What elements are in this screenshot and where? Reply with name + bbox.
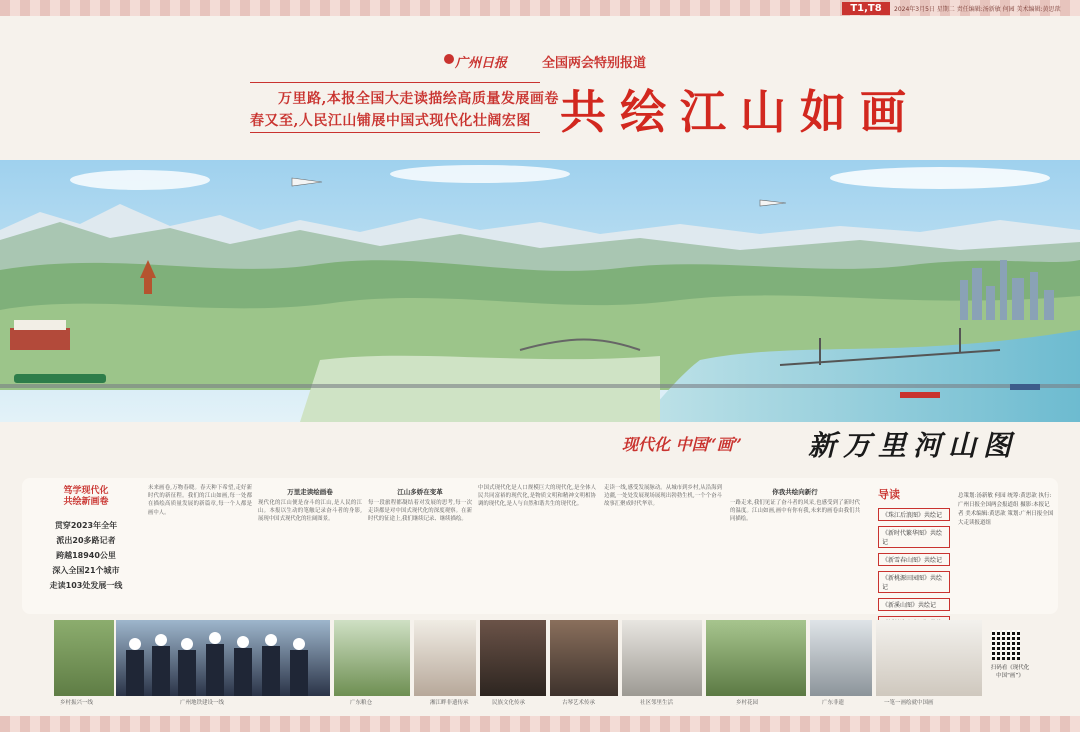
- stat-line: 派出20多路记者: [56, 536, 116, 545]
- photo-9: [810, 620, 872, 696]
- stat-line: 贯穿2023年全年: [54, 521, 118, 530]
- photo-5: [480, 620, 546, 696]
- panorama-painting: [0, 160, 1080, 422]
- photo-2: [116, 620, 330, 696]
- kicker: 全国两会特别报道: [542, 56, 647, 71]
- article-paragraph: 每一段旅程都凝结着对发展的思考,每一次走读都是对中国式现代化的深度观察。在新时代的征途上,我们继续记录、继续描绘。: [368, 500, 472, 523]
- painting-slogan: 现代化 中国“画”: [622, 435, 742, 454]
- subtitle-line-1: 万里路,本报全国大走读描绘高质量发展画卷: [278, 91, 559, 107]
- stat-line: 跨越18940公里: [56, 551, 116, 560]
- photo-caption: 民族文化传承: [492, 700, 526, 706]
- bottom-border-band: [0, 716, 1080, 732]
- photo-caption: 古琴艺术传承: [562, 700, 596, 706]
- photo-7: [622, 620, 702, 696]
- credits: 总策划:汤新敏 何园 统筹:黄思歆 执行:广州日报全国两会报道组 摄影:本报记者 美术编辑:黄思歆 策划:广州日报全国大走读报道组: [958, 493, 1054, 526]
- photo-10: [876, 620, 982, 696]
- article-column-5: [604, 484, 722, 610]
- section-heading: 你我共绘向新行: [772, 488, 818, 496]
- photo-caption: 广东粮仓: [350, 700, 373, 706]
- article-column-6: [730, 484, 860, 610]
- guide-item[interactable]: 《新溪山图》共绘记: [878, 598, 950, 611]
- article-column-3: [368, 484, 472, 610]
- photo-4: [414, 620, 476, 696]
- guide-item[interactable]: 《新桃源田园图》共绘记: [878, 571, 950, 593]
- article-column-2: [258, 484, 362, 610]
- guide-item[interactable]: 《珠江后浪图》共绘记: [878, 508, 950, 521]
- sidebox-heading-1: 笃学现代化: [63, 486, 109, 496]
- photo-caption: 乡村振兴一线: [60, 700, 94, 706]
- headline: 共绘江山如画: [560, 85, 920, 139]
- newspaper-logo: 广州日报: [455, 56, 508, 71]
- qr-caption: 扫码看《现代化 中国“画”》: [990, 665, 1030, 679]
- guide-title: 导读: [878, 488, 900, 501]
- divider: [250, 132, 540, 133]
- article-paragraph: 未来画卷,万物春晓。春天种下希望,走好新时代的新征程。我们的江山如画,每一处都在描绘高质量发展的新篇章,每一个人都是画中人。: [148, 485, 252, 516]
- article-paragraph: 中国式现代化是人口规模巨大的现代化,是全体人民共同富裕的现代化,是物质文明和精神文明相协调的现代化,是人与自然和谐共生的现代化。: [478, 485, 596, 508]
- photo-8: [706, 620, 806, 696]
- photo-6: [550, 620, 618, 696]
- article-paragraph: 走读一线,感受发展脉动。从城市到乡村,从沿海到边疆,一处处发展现场展现出勃勃生机,一个个奋斗故事汇聚成时代华章。: [604, 485, 722, 508]
- article-paragraph: 现代化的江山便是奋斗的江山,是人民的江山。本报以生动的笔触记录奋斗者的身影,展现中国式现代化的壮阔图景。: [258, 500, 362, 523]
- divider: [250, 82, 540, 83]
- article-paragraph: 一路走来,我们见证了奋斗者的风采,也感受到了新时代的温度。江山如画,画中有你有我,未来的画卷由我们共同描绘。: [730, 500, 860, 523]
- photo-caption: 广州地铁建设一线: [180, 700, 225, 706]
- stat-line: 深入全国21个城市: [52, 566, 120, 575]
- stats-sidebox: [30, 486, 142, 593]
- section-heading: 万里走读绘画卷: [287, 488, 333, 496]
- dateline: 2024年3月5日 星期二 责任编辑:汤新敏 何园 美术编辑:黄思歆: [894, 6, 1061, 13]
- guide-item[interactable]: 《新雪春山图》共绘记: [878, 553, 950, 566]
- section-heading: 江山多娇在变革: [397, 488, 443, 496]
- stat-line: 走读103处发展一线: [49, 581, 123, 590]
- guide-item[interactable]: 《新时代繁华图》共绘记: [878, 526, 950, 548]
- photo-caption: 广东非遗: [822, 700, 845, 706]
- newspaper-logo-icon: [444, 54, 454, 64]
- subtitle-line-2: 春又至,人民江山铺展中国式现代化壮阔宏图: [250, 113, 531, 129]
- article-column-1: [148, 484, 252, 610]
- article-column-4: [478, 484, 596, 610]
- qr-code-icon[interactable]: [992, 630, 1022, 660]
- photo-1: [54, 620, 114, 696]
- landscape-illustration: [0, 160, 1080, 422]
- photo-3: [334, 620, 410, 696]
- page-tag: T1,T8: [842, 2, 890, 15]
- photo-caption: 乡村花园: [736, 700, 759, 706]
- photo-caption: 社区邻里生活: [640, 700, 674, 706]
- sidebox-heading-2: 共绘新画卷: [63, 497, 109, 507]
- photo-caption: 一笔一画绘就中国画: [884, 700, 934, 706]
- photo-caption: 湘江畔非遗传承: [430, 700, 469, 706]
- painting-calligraphy-title: 新万里河山图: [808, 429, 1019, 462]
- workers-figures: [116, 620, 330, 696]
